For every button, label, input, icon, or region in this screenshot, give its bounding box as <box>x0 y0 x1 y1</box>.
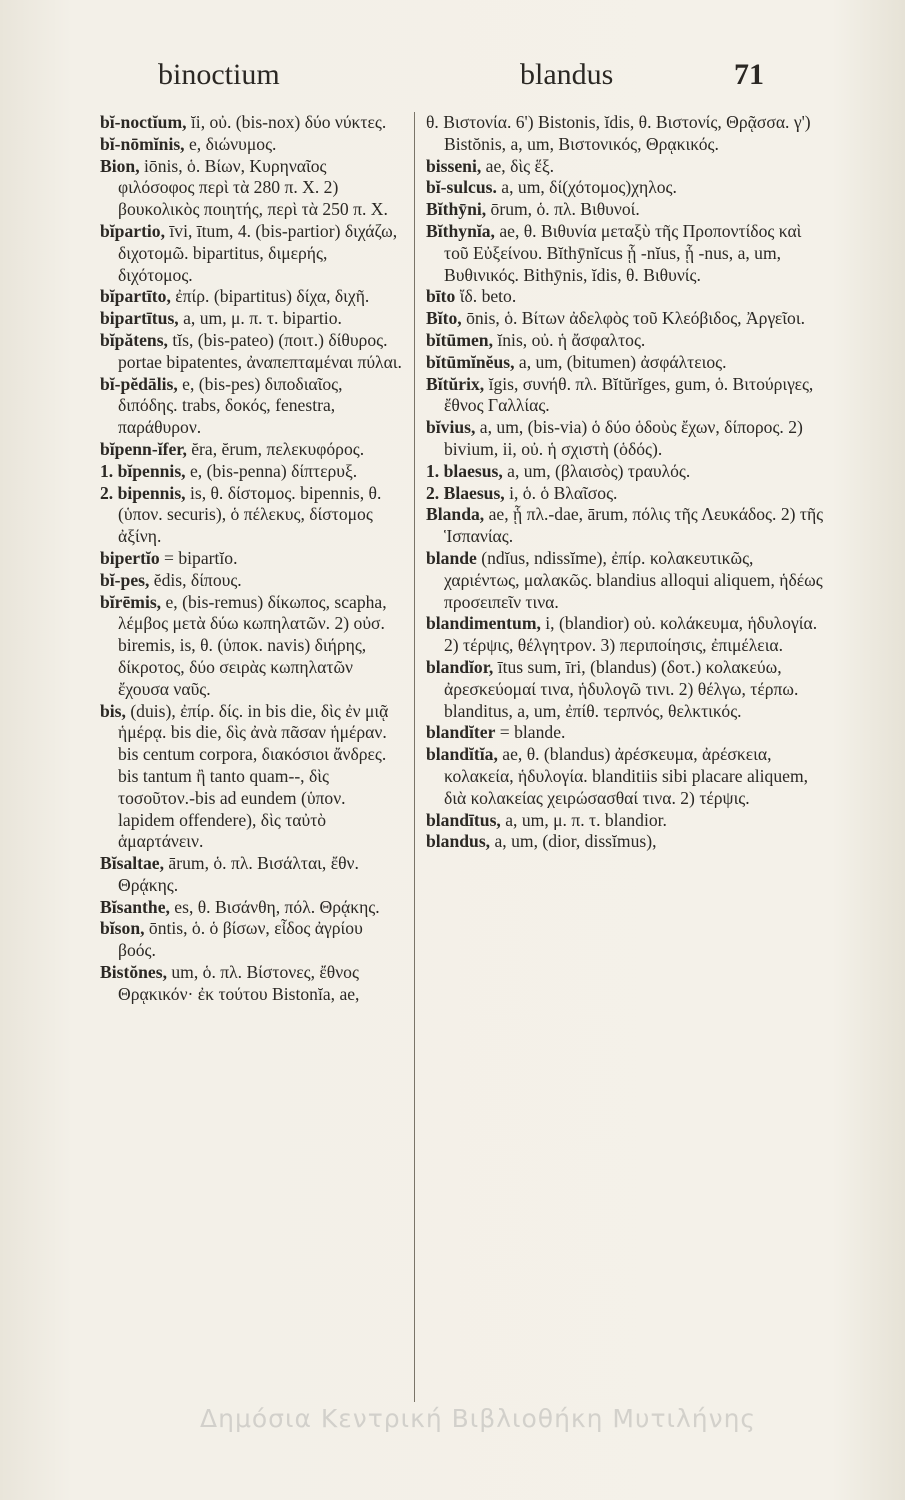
dictionary-entry <box>100 374 405 439</box>
entry-headword: bĭtūmen, <box>426 329 493 350</box>
entry-definition: a, um, δί(χότομος)χηλος. <box>496 177 677 198</box>
dictionary-entry <box>100 548 405 570</box>
entry-definition: = bipartĭo. <box>159 547 238 568</box>
dictionary-entry <box>426 657 824 722</box>
dictionary-entry <box>426 112 824 156</box>
entry-headword: 2. Blaesus, <box>426 482 505 503</box>
entry-headword: bis, <box>100 700 126 721</box>
entry-definition: i, ὁ. ὁ Βλαῖσος. <box>504 482 618 503</box>
dictionary-entry <box>100 701 405 854</box>
entry-definition: a, um, μ. π. τ. blandior. <box>500 809 667 830</box>
dictionary-entry <box>426 156 824 178</box>
entry-definition: a, um, (dior, dissĭmus), <box>490 831 657 852</box>
dictionary-entry <box>426 722 824 744</box>
dictionary-entry <box>426 810 824 832</box>
entry-definition: ōrum, ὁ. πλ. Βιθυνοί. <box>486 199 640 220</box>
entry-headword: Bion, <box>100 155 140 176</box>
entry-headword: bĭson, <box>100 918 145 939</box>
dictionary-entry <box>100 897 405 919</box>
dictionary-entry <box>100 112 405 134</box>
entry-headword: 1. bĭpennis, <box>100 460 186 481</box>
dictionary-entry <box>426 417 824 461</box>
entry-definition: ae, θ. (blandus) ἀρέσκευμα, ἀρέσκεια, κολακεία, ἡδυλογία. blanditiis sibi placare aliquem, διὰ κολακείας χειρώσασθαί τινα. 2) τέρψις. <box>444 744 809 808</box>
entry-headword: bipertĭo <box>100 547 160 568</box>
dictionary-entry <box>100 330 405 374</box>
dictionary-entry <box>426 744 824 809</box>
column-divider <box>414 112 415 1402</box>
entry-definition: e, διώνυμος. <box>184 133 277 154</box>
entry-headword: bisseni, <box>426 155 482 176</box>
dictionary-entry <box>426 461 824 483</box>
entry-definition: (ndĭus, ndissĭme), ἐπίρ. κολακευτικῶς, χαριέντως, μαλακῶς. blandius alloqui aliquem, ἡδέως προσειπεῖν τινα. <box>444 547 823 612</box>
entry-definition: iōnis, ὁ. Βίων, Κυρηναῖος φιλόσοφος περὶ τὰ 280 π. Χ. 2) βουκολικὸς ποιητής, περὶ τὰ 250 π. Χ. <box>118 155 388 220</box>
dictionary-entry <box>426 831 824 853</box>
entry-headword: blandĭter <box>426 722 496 743</box>
left-column <box>100 112 405 1006</box>
dictionary-entry <box>426 483 824 505</box>
dictionary-entry <box>100 461 405 483</box>
entry-headword: bĭ-pĕdālis, <box>100 373 178 394</box>
header-guide-word-right: blandus <box>520 58 614 91</box>
right-column <box>426 112 824 853</box>
entry-definition: es, θ. Βισάνθη, πόλ. Θρᾴκης. <box>169 896 380 917</box>
entry-definition: ĭgis, συνήθ. πλ. Bĭtŭrĭges, gum, ὁ. Βιτούριγες, ἔθνος Γαλλίας. <box>444 373 814 416</box>
entry-headword: blandĭor, <box>426 656 494 677</box>
entry-definition: ae, θ. Βιθυνία μεταξὺ τῆς Προποντίδος καὶ τοῦ Εὐξείνου. Bĭthȳnĭcus ᾗ -nĭus, ᾗ -nus, a, um, Βυθινικός. Bithȳnis, ĭdis, θ. Βιθυνίς. <box>444 220 802 285</box>
entry-definition: a, um, (bis-via) ὁ δύο ὁδοὺς ἔχων, δίπορος. 2) bivium, ii, οὐ. ἡ σχιστὴ (ὁδός). <box>444 417 803 459</box>
dictionary-entry <box>426 352 824 374</box>
dictionary-entry <box>426 330 824 352</box>
dictionary-entry <box>426 221 824 286</box>
header-guide-word-left: binoctium <box>158 58 280 91</box>
entry-definition: ĭi, οὐ. (bis-nox) δύο νύκτες. <box>186 112 387 132</box>
dictionary-entry <box>100 308 405 330</box>
entry-definition: um, ὁ. πλ. Βίστονες, ἔθνος Θρᾳκικόν· ἐκ τούτου Bistonĭa, ae, <box>118 962 360 1004</box>
entry-definition: tĭs, (bis-pateo) (ποιτ.) δίθυρος. portae bipatentes, ἀναπεπταμέναι πύλαι. <box>118 329 402 372</box>
entry-definition: e, (bis-remus) δίκωπος, scapha, λέμβος μετὰ δύω κωπηλατῶν. 2) οὐσ. biremis, is, θ. (ὑποκ. navis) διήρης, δίκροτος, δύο σειρὰς κωπηλατῶν ἔχουσα ναῦς. <box>118 591 387 699</box>
entry-definition: ae, ᾗ πλ.-dae, ārum, πόλις τῆς Λευκάδος. 2) τῆς Ἱσπανίας. <box>444 504 824 547</box>
page-header <box>0 58 905 98</box>
dictionary-entry <box>426 613 824 657</box>
dictionary-entry <box>100 483 405 548</box>
entry-definition: e, (bis-pes) διποδιαῖος, διπόδης. trabs, δοκός, fenestra, παράθυρον. <box>118 373 343 438</box>
entry-definition: (duis), ἐπίρ. δίς. in bis die, δὶς ἐν μιᾷ ἡμέρᾳ. bis die, δὶς ἀνὰ πᾶσαν ἡμέραν. bis centum corpora, διακόσιοι ἄνδρες. bis tantum ἢ tanto quam--, δὶς τοσοῦτον.-bis ad eundem (ὑπον. lapidem offendere), δὶς ταὐτὸ ἁμαρτάνειν. <box>118 700 389 852</box>
entry-headword: Bĭthynĭa, <box>426 220 495 241</box>
entry-definition: ae, δὶς ἕξ. <box>481 155 555 176</box>
dictionary-entry <box>100 134 405 156</box>
entry-headword: bĭ-noctĭum, <box>100 112 187 132</box>
dictionary-entry <box>426 308 824 330</box>
dictionary-entry <box>100 962 405 1006</box>
entry-headword: blandus, <box>426 831 491 852</box>
entry-headword: Bĭsaltae, <box>100 853 165 874</box>
entry-headword: bĭvius, <box>426 417 476 438</box>
dictionary-entry <box>100 156 405 221</box>
entry-headword: 1. blaesus, <box>426 460 503 481</box>
entry-headword: blande <box>426 547 477 568</box>
entry-headword: blandĭtĭa, <box>426 744 498 765</box>
library-watermark: Δημόσια Κεντρική Βιβλιοθήκη Μυτιλήνης <box>200 1404 757 1433</box>
entry-headword: bĭtūmĭnĕus, <box>426 351 515 372</box>
dictionary-entry <box>100 918 405 962</box>
entry-headword: bĭpartio, <box>100 220 166 241</box>
entry-headword: bĭpenn-ĭfer, <box>100 438 187 459</box>
entry-headword: bĭ-pes, <box>100 569 150 590</box>
entry-definition: ἴδ. beto. <box>455 286 517 307</box>
dictionary-entry <box>426 504 824 548</box>
entry-headword: 2. bipennis, <box>100 482 186 503</box>
entry-definition: θ. Βιστονία. 6') Bistonis, ĭdis, θ. Βιστονίς, Θρᾷσσα. γ') Bistŏnis, a, um, Βιστονικός, Θρᾳκικός. <box>426 112 811 154</box>
entry-definition: i, (blandior) οὐ. κολάκευμα, ἡδυλογία. 2) τέρψις, θέλγητρον. 3) περιποίησις, ἐπιμέλεια. <box>444 613 818 656</box>
entry-headword: Bĭto, <box>426 308 462 329</box>
dictionary-entry <box>426 199 824 221</box>
entry-definition: a, um, (βλαισὸς) τραυλός. <box>502 460 691 481</box>
entry-headword: bipartītus, <box>100 308 179 329</box>
entry-headword: bĭ-sulcus. <box>426 177 497 198</box>
entry-headword: Bistŏnes, <box>100 962 167 983</box>
entry-headword: blandītus, <box>426 809 501 830</box>
entry-definition: ōntis, ὁ. ὁ βίσων, εἶδος ἀγρίου βοός. <box>118 918 363 961</box>
entry-headword: bĭrēmis, <box>100 591 162 612</box>
entry-definition: īvi, ītum, 4. (bis-partior) διχάζω, διχοτομῶ. bipartitus, διμερής, διχότομος. <box>118 220 398 285</box>
dictionary-entry <box>100 439 405 461</box>
entry-definition: a, um, (bitumen) ἀσφάλτειος. <box>514 351 727 372</box>
page-number: 71 <box>734 58 764 91</box>
entry-definition: ĭnis, οὐ. ἡ ἄσφαλτος. <box>492 329 646 350</box>
dictionary-entry <box>100 570 405 592</box>
entry-definition: is, θ. δίστομος. bipennis, θ. (ὑπον. securis), ὁ πέλεκυς, δίστομος ἀξίνη. <box>118 482 382 547</box>
dictionary-entry <box>100 286 405 308</box>
entry-definition: ἐπίρ. (bipartitus) δίχα, διχῆ. <box>170 286 370 307</box>
entry-headword: bĭpartīto, <box>100 286 171 307</box>
entry-headword: Bĭthȳni, <box>426 199 487 220</box>
entry-headword: bīto <box>426 286 456 307</box>
entry-definition: ārum, ὁ. πλ. Βισάλται, ἔθν. Θρᾴκης. <box>118 853 359 895</box>
entry-definition: ĕra, ĕrum, πελεκυφόρος. <box>186 438 365 459</box>
entry-headword: Blanda, <box>426 504 485 525</box>
dictionary-entry <box>426 548 824 613</box>
entry-definition: a, um, μ. π. τ. bipartio. <box>178 308 342 329</box>
dictionary-entry <box>100 592 405 701</box>
dictionary-entry <box>100 853 405 897</box>
dictionary-entry <box>426 177 824 199</box>
entry-definition: ĕdis, δίπους. <box>149 569 242 590</box>
entry-definition: = blande. <box>495 722 566 743</box>
entry-definition: e, (bis-penna) δίπτερυξ. <box>185 460 358 481</box>
dictionary-entry <box>426 286 824 308</box>
entry-headword: Bĭtŭrix, <box>426 373 485 394</box>
dictionary-entry <box>426 374 824 418</box>
entry-headword: bĭpătens, <box>100 329 168 350</box>
entry-headword: bĭ-nōmĭnis, <box>100 133 185 154</box>
dictionary-entry <box>100 221 405 286</box>
entry-headword: blandimentum, <box>426 613 541 634</box>
entry-headword: Bĭsanthe, <box>100 896 170 917</box>
entry-definition: ītus sum, īri, (blandus) (δοτ.) κολακεύω, ἀρεσκεύομαί τινα, ἡδυλογῶ τινι. 2) θέλγω, τέρπω. blanditus, a, um, ἐπίθ. τερπνός, θελκτικός. <box>444 656 799 721</box>
entry-definition: ōnis, ὁ. Βίτων ἀδελφὸς τοῦ Κλεόβιδος, Ἀργεῖοι. <box>461 308 805 329</box>
